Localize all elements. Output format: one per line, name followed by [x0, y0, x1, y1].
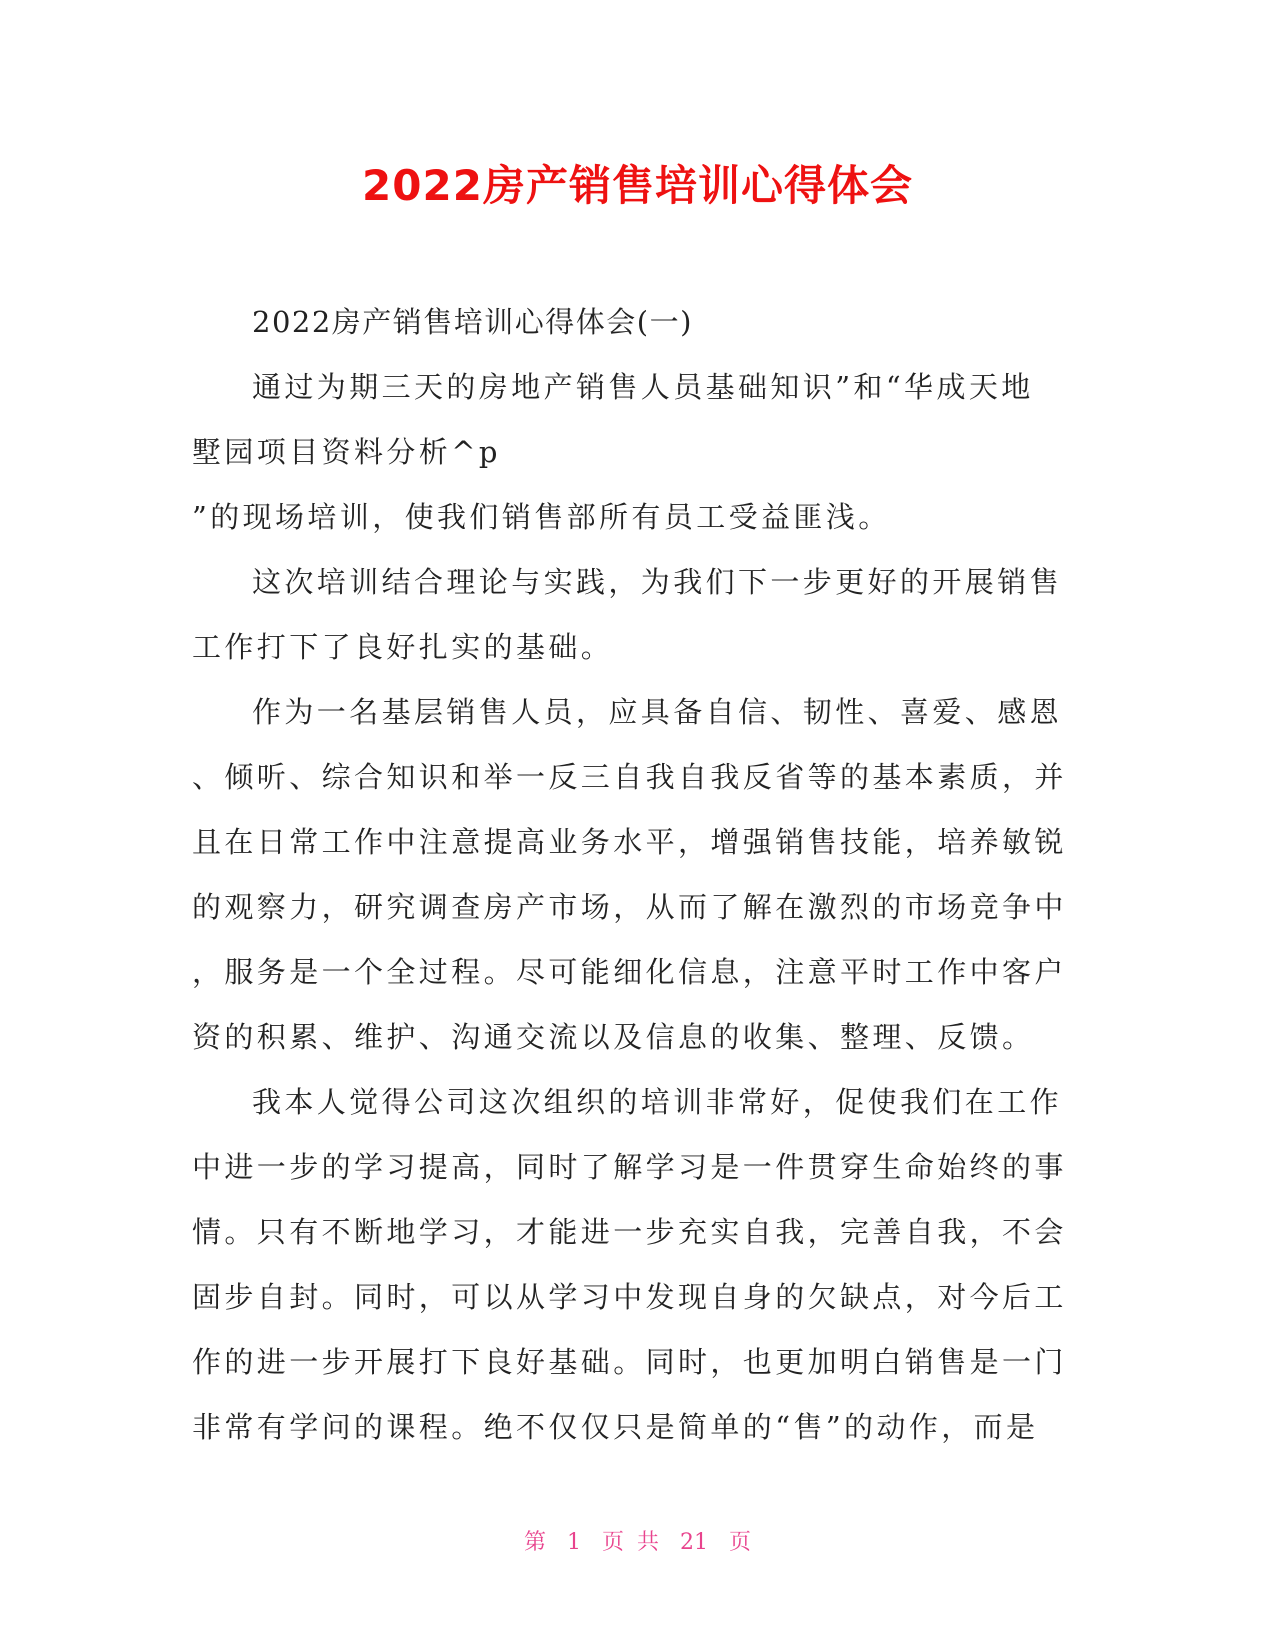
paragraph-line: 这次培训结合理论与实践，为我们下一步更好的开展销售 — [252, 565, 1063, 599]
paragraph-line: 情。只有不断地学习，才能进一步充实自我，完善自我，不会 — [192, 1215, 1067, 1249]
document-body — [192, 290, 1082, 1460]
section-heading: 2022房产销售培训心得体会(一) — [252, 305, 693, 339]
paragraph-line: 通过为期三天的房地产销售人员基础知识”和“华成天地 — [252, 370, 1034, 404]
footer-middle: 页 共 — [602, 1530, 659, 1555]
paragraph-line: 墅园项目资料分析^p — [192, 435, 501, 469]
paragraph-line: 非常有学问的课程。绝不仅仅只是简单的“售”的动作，而是 — [192, 1410, 1039, 1444]
paragraph-line: ，服务是一个全过程。尽可能细化信息，注意平时工作中客户 — [192, 955, 1067, 989]
paragraph-line: 工作打下了良好扎实的基础。 — [192, 630, 614, 664]
paragraph-line: 中进一步的学习提高，同时了解学习是一件贯穿生命始终的事 — [192, 1150, 1067, 1184]
paragraph-line: 、倾听、综合知识和举一反三自我自我反省等的基本素质，并 — [192, 760, 1067, 794]
footer-suffix: 页 — [729, 1530, 752, 1555]
document-title: 2022房产销售培训心得体会 — [362, 161, 913, 210]
total-page-count: 21 — [680, 1530, 708, 1555]
page-footer — [0, 1528, 1275, 1558]
paragraph-line: 资的积累、维护、沟通交流以及信息的收集、整理、反馈。 — [192, 1020, 1035, 1054]
paragraph-line: ”的现场培训，使我们销售部所有员工受益匪浅。 — [192, 500, 891, 534]
paragraph-line: 我本人觉得公司这次组织的培训非常好，促使我们在工作 — [252, 1085, 1063, 1119]
paragraph-line: 的观察力，研究调查房产市场，从而了解在激烈的市场竞争中 — [192, 890, 1067, 924]
paragraph-line: 固步自封。同时，可以从学习中发现自身的欠缺点，对今后工 — [192, 1280, 1067, 1314]
paragraph-line: 作为一名基层销售人员，应具备自信、韧性、喜爱、感恩 — [252, 695, 1063, 729]
footer-prefix: 第 — [523, 1530, 546, 1555]
paragraph-line: 作的进一步开展打下良好基础。同时，也更加明白销售是一门 — [192, 1345, 1067, 1379]
current-page-number: 1 — [567, 1530, 581, 1555]
paragraph-line: 且在日常工作中注意提高业务水平，增强销售技能，培养敏锐 — [192, 825, 1067, 859]
